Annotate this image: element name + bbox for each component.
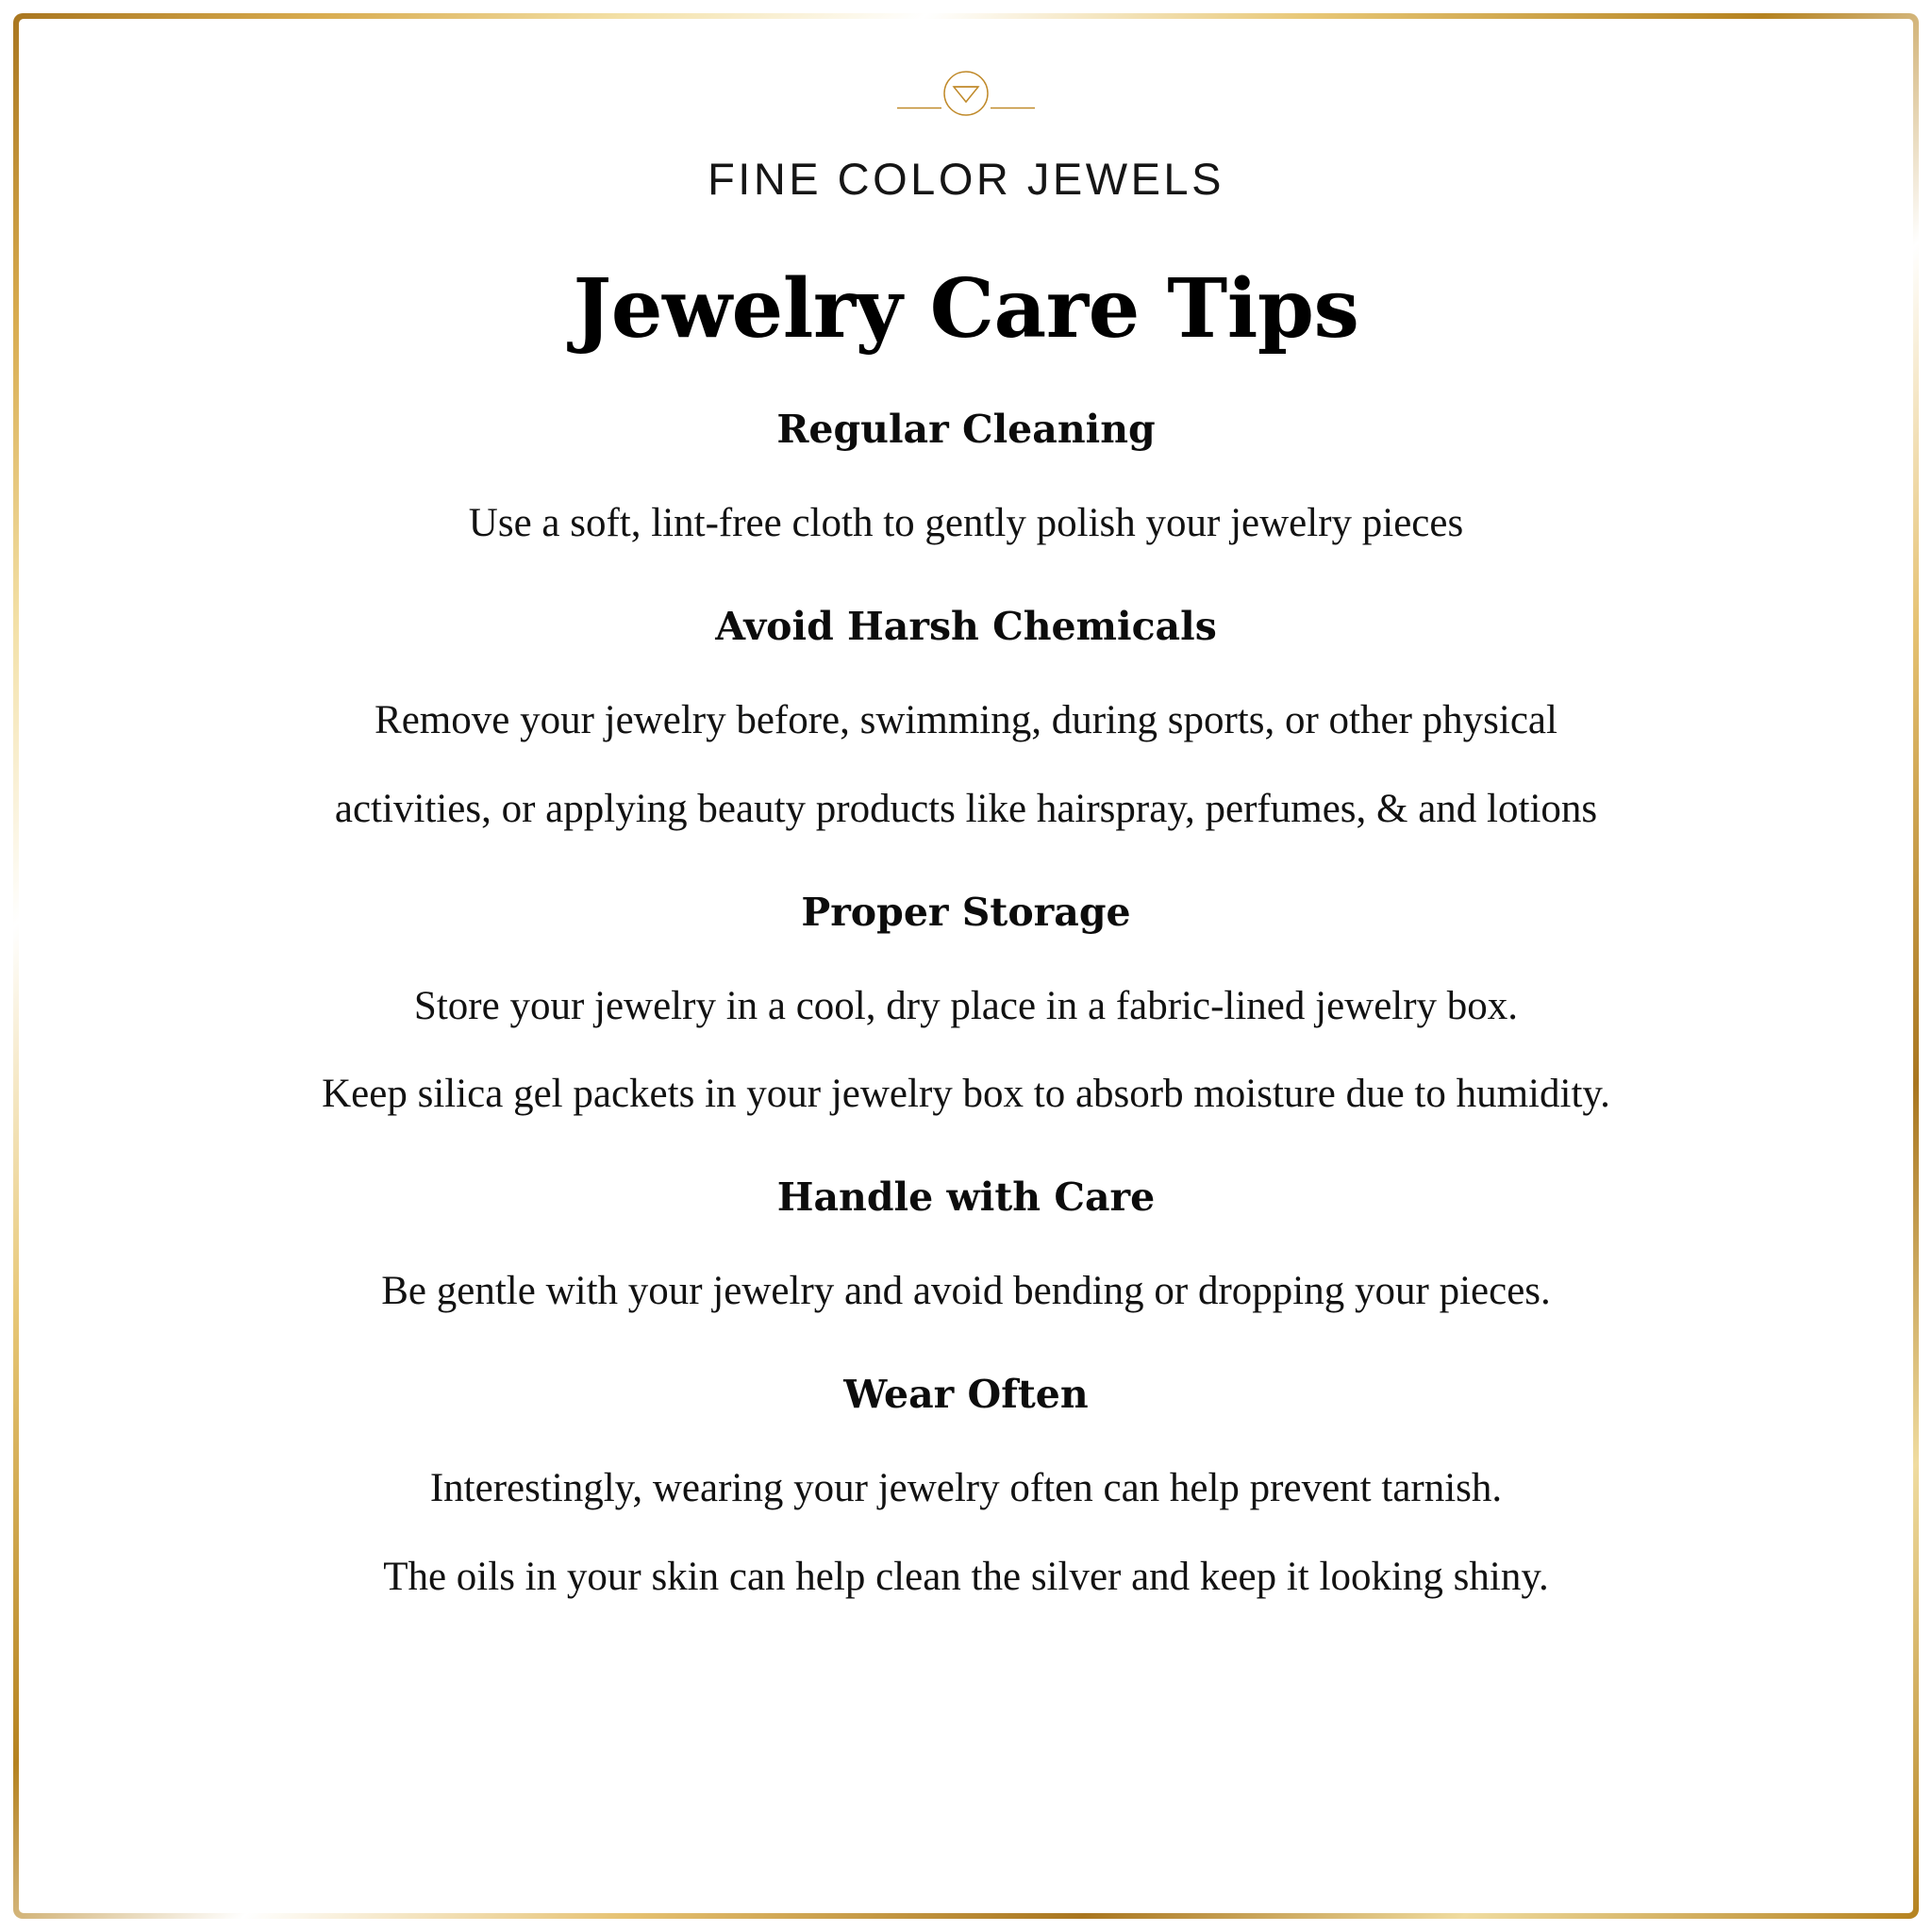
spacer <box>75 1031 1857 1069</box>
section-line: Keep silica gel packets in your jewelry box to absorb moisture due to humidity. <box>322 1072 1610 1117</box>
section-line: Be gentle with your jewelry and avoid bending or dropping your pieces. <box>381 1269 1551 1314</box>
section-wear-often <box>75 1372 1857 1603</box>
spacer <box>75 746 1857 784</box>
section-line: Remove your jewelry before, swimming, during sports, or other physical <box>375 698 1557 743</box>
spacer <box>75 549 1857 604</box>
section-line: The oils in your skin can help clean the silver and keep it looking shiny. <box>383 1555 1549 1600</box>
diamond-outline-icon <box>895 64 1037 151</box>
section-line: activities, or applying beauty products like hairspray, perfumes, & and lotions <box>334 786 1598 831</box>
section-line: Store your jewelry in a cool, dry place in a fabric-lined jewelry box. <box>413 983 1519 1028</box>
section-heading: Regular Cleaning <box>776 406 1156 452</box>
spacer <box>75 1317 1857 1372</box>
section-avoid-harsh-chemicals <box>75 604 1857 835</box>
section-heading: Avoid Harsh Chemicals <box>715 603 1217 649</box>
spacer <box>75 453 1857 498</box>
section-line: Use a soft, lint-free cloth to gently polish your jewelry pieces <box>468 501 1464 546</box>
section-heading: Proper Storage <box>801 889 1131 935</box>
spacer <box>75 1120 1857 1174</box>
spacer <box>75 936 1857 981</box>
section-regular-cleaning <box>75 407 1857 549</box>
brand-logo <box>75 64 1857 205</box>
section-proper-storage <box>75 890 1857 1121</box>
sections-list <box>75 407 1857 1603</box>
page-title: Jewelry Care Tips <box>573 261 1359 357</box>
section-handle-with-care <box>75 1174 1857 1317</box>
spacer <box>75 650 1857 695</box>
spacer <box>75 1418 1857 1463</box>
spacer <box>75 1514 1857 1552</box>
brand-wordmark: FINE COLOR JEWELS <box>708 154 1224 204</box>
section-heading: Wear Often <box>843 1372 1089 1418</box>
spacer <box>75 1221 1857 1266</box>
section-line: Interestingly, wearing your jewelry often can help prevent tarnish. <box>429 1466 1503 1511</box>
gold-border-frame <box>13 13 1919 1919</box>
page-content <box>19 19 1913 1913</box>
spacer <box>75 835 1857 890</box>
section-heading: Handle with Care <box>776 1174 1156 1221</box>
